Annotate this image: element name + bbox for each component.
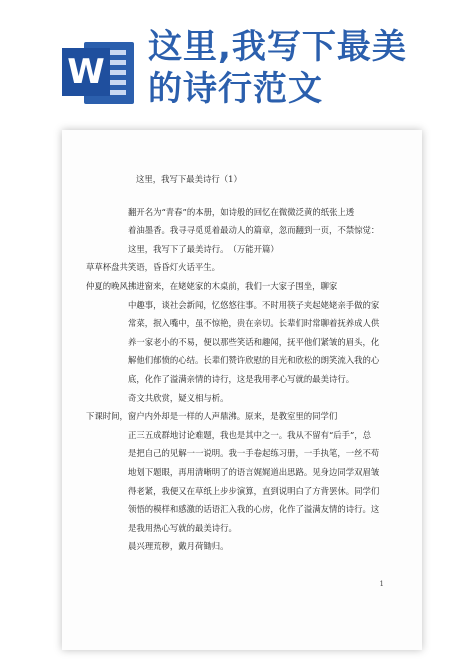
page-header — [0, 0, 474, 130]
document-line: 草草杯盘共笑语，昏昏灯火话平生。 — [86, 262, 220, 273]
document-body — [86, 170, 402, 556]
document-line: 翻开名为“青春”的本册，如诗般的回忆在微微泛黄的纸张上透 — [128, 206, 355, 217]
word-document-icon — [62, 38, 136, 108]
document-line: 正三五成群地讨论难题，我也是其中之一。我从不留有“后手”，总 — [128, 429, 372, 440]
document-line: 着油墨香。我寻寻觅觅着最动人的篇章，忽而翻到一页，不禁惊觉： — [128, 225, 380, 236]
document-line: 奇文共欣赏，疑义相与析。 — [128, 392, 229, 403]
page-title-line1: 这里,我写下最美 — [148, 27, 407, 67]
document-line: 中趣事，谈社会新闻，忆悠悠往事。不时用筷子夹起姥姥亲手做的家 — [128, 299, 380, 310]
document-line: 晨兴理荒秽，戴月荷锄归。 — [128, 541, 229, 552]
document-line: 地划下题眼，再用清晰明了的语言娓娓道出思路。见身边同学双眉皱 — [128, 466, 380, 477]
document-title: 这里，我写下最美诗行（1） — [136, 174, 242, 184]
document-line: 是把自己的见解一一说明。我一手卷起练习册，一手执笔，一丝不苟 — [128, 448, 380, 459]
page-number: 1 — [379, 580, 384, 588]
document-line: 领悟的模样和感激的话语汇入我的心房，化作了溢满友情的诗行。这 — [128, 504, 380, 515]
document-line: 得老紧，我便又在草纸上步步演算，直到说明白了方背罢休。同学们 — [128, 485, 380, 496]
document-line: 常菜，抿入嘴中，虽不惊艳，贵在亲切。长辈们时常聊着抚养成人供 — [128, 318, 380, 329]
document-line: 底，化作了溢满亲情的诗行，这是我用孝心写就的最美诗行。 — [128, 373, 355, 384]
document-line: 仲夏的晚风拂进窗来，在姥姥家的木桌前，我们一大家子围坐，聊家 — [86, 280, 338, 291]
document-line: 解他们郁愤的心结。长辈们赞许欣慰的目光和欣松的朗笑流入我的心 — [128, 355, 380, 366]
word-letter-icon: W — [62, 48, 110, 96]
document-preview-page — [62, 130, 422, 650]
document-line: 这里，我写下了最美诗行。 （万能开篇） — [128, 243, 279, 254]
page-title — [148, 26, 448, 110]
document-line: 下课时间，窗户内外却是一样的人声鼎沸。原来，是教室里的同学们 — [86, 411, 338, 422]
document-line: 是我用热心写就的最美诗行。 — [128, 522, 237, 533]
page-title-line2: 的诗行范文 — [148, 69, 323, 109]
document-line: 养一家老小的不易，便以那些笑话和趣闻，抚平他们紧皱的眉头，化 — [128, 336, 380, 347]
